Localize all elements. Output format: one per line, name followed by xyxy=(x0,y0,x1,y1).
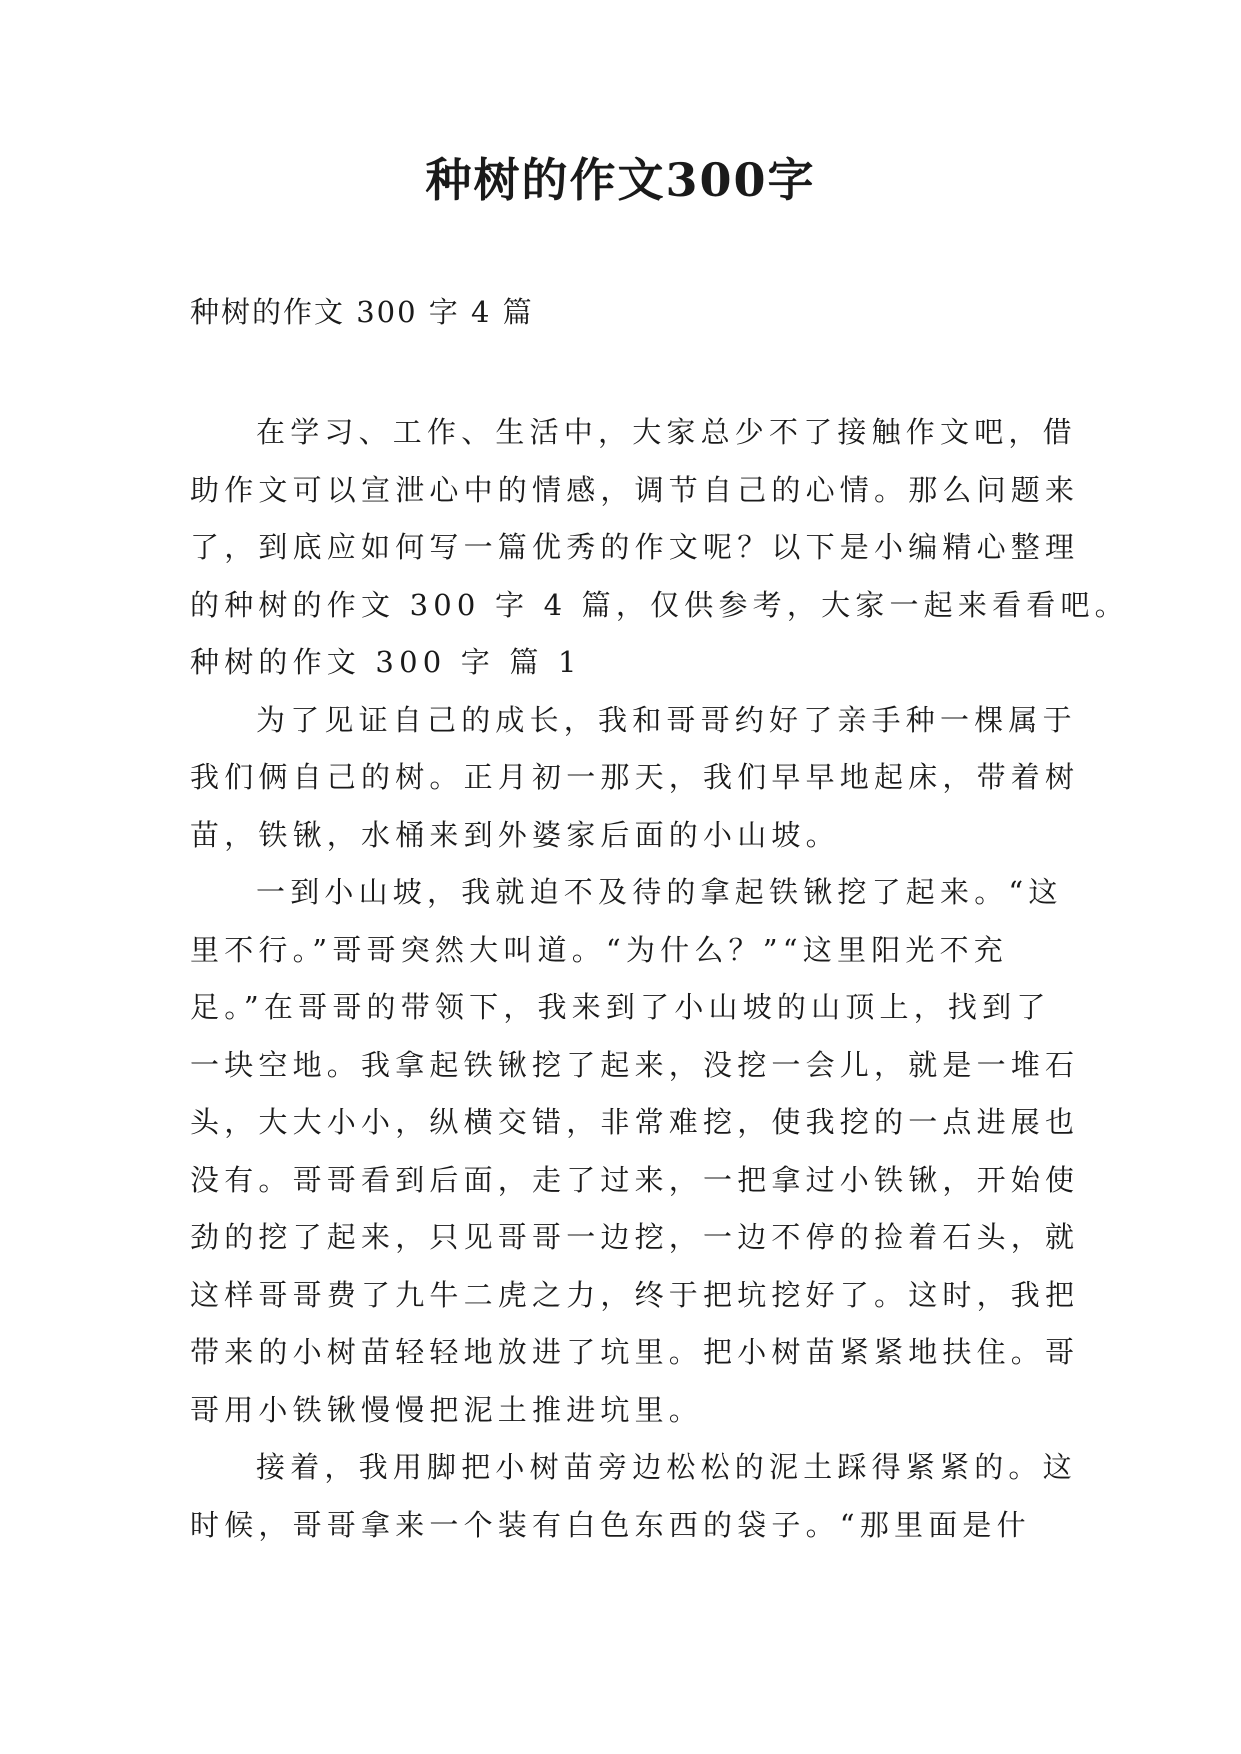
text-line: 哥用小铁锹慢慢把泥土推进坑里。 xyxy=(190,1392,704,1427)
text-line: 没有。哥哥看到后面，走了过来，一把拿过小铁锹，开始使 xyxy=(190,1162,1080,1197)
text-line: 劲的挖了起来，只见哥哥一边挖，一边不停的捡着石头，就 xyxy=(190,1220,1080,1254)
text-line: 带来的小树苗轻轻地放进了坑里。把小树苗紧紧地扶住。哥 xyxy=(190,1335,1080,1369)
text-line: 里不行。”哥哥突然大叫道。“为什么？”“这里阳光不充 xyxy=(190,932,1009,967)
text-line: 一到小山坡，我就迫不及待的拿起铁锹挖了起来。“这 xyxy=(256,875,1063,909)
text-line: 足。”在哥哥的带领下，我来到了小山坡的山顶上，找到了 xyxy=(190,990,1051,1024)
text-line: 苗，铁锹，水桶来到外婆家后面的小山坡。 xyxy=(190,817,840,852)
text-line: 接着，我用脚把小树苗旁边松松的泥土踩得紧紧的。这 xyxy=(256,1450,1077,1484)
text-line: 在学习、工作、生活中，大家总少不了接触作文吧，借 xyxy=(256,415,1077,449)
document-subtitle: 种树的作文 300 字 4 篇 xyxy=(190,295,534,329)
text-line: 为了见证自己的成长，我和哥哥约好了亲手种一棵属于 xyxy=(256,702,1077,737)
text-line: 时候，哥哥拿来一个装有白色东西的袋子。“那里面是什 xyxy=(190,1507,1031,1542)
text-line: 头，大大小小，纵横交错，非常难挖，使我挖的一点进展也 xyxy=(190,1105,1080,1139)
document-title: 种树的作文300字 xyxy=(425,153,816,207)
text-line: 了，到底应如何写一篇优秀的作文呢？以下是小编精心整理 xyxy=(190,530,1080,564)
text-line: 一块空地。我拿起铁锹挖了起来，没挖一会儿，就是一堆石 xyxy=(190,1047,1080,1082)
text-line: 助作文可以宣泄心中的情感，调节自己的心情。那么问题来 xyxy=(190,472,1080,507)
text-line: 我们俩自己的树。正月初一那天，我们早早地起床，带着树 xyxy=(190,760,1080,794)
text-line: 的种树的作文 300 字 4 篇，仅供参考，大家一起来看看吧。 xyxy=(190,587,1129,622)
section-heading: 种树的作文 300 字 篇 1 xyxy=(190,645,582,679)
text-line: 这样哥哥费了九牛二虎之力，终于把坑挖好了。这时，我把 xyxy=(190,1277,1080,1312)
document-body xyxy=(190,404,1129,1554)
